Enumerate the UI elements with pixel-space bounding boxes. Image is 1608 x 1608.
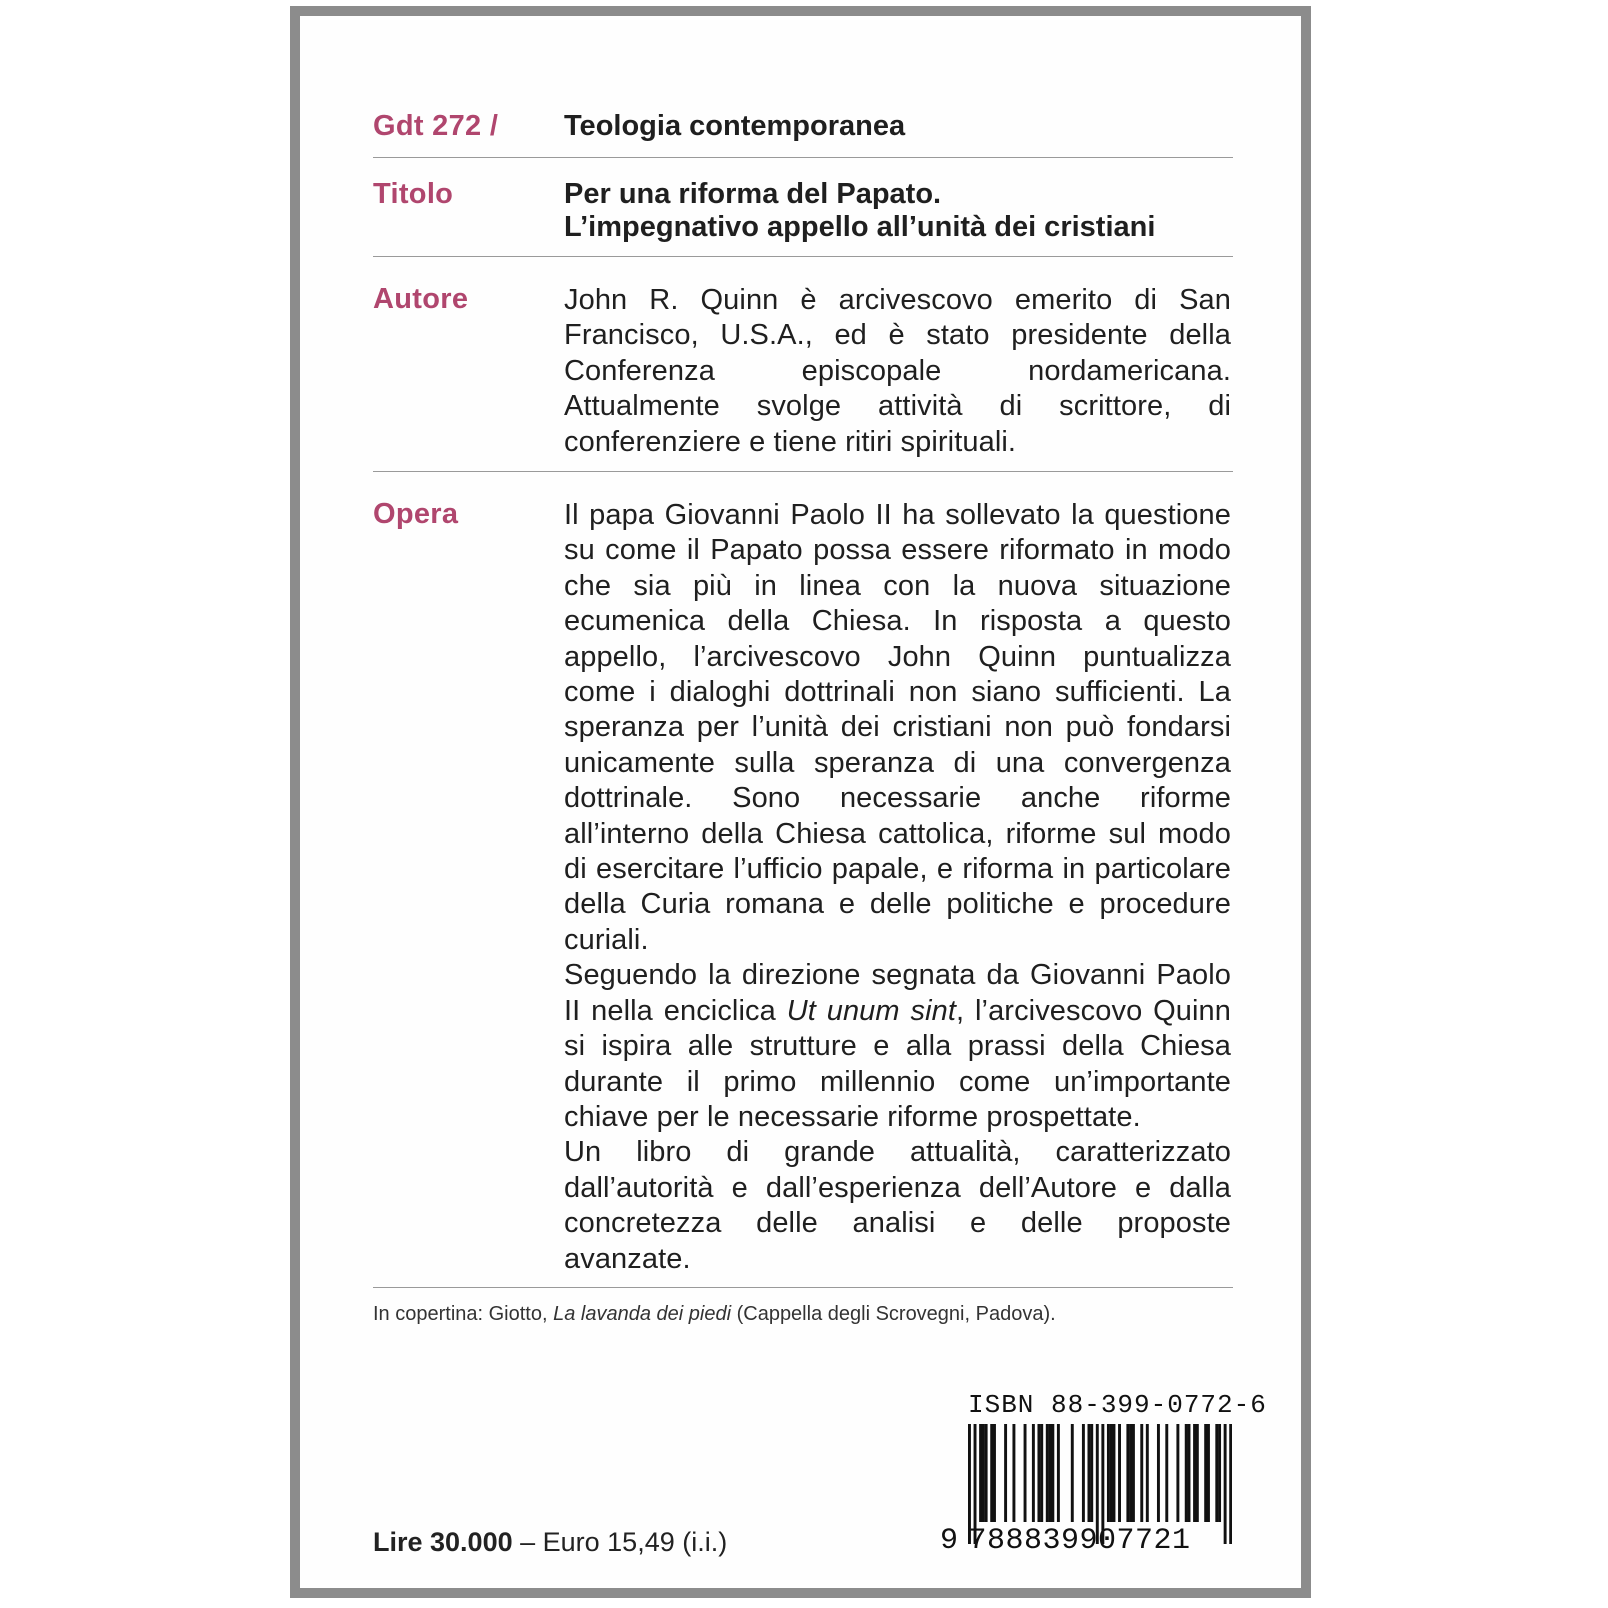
price <box>373 1527 727 1558</box>
barcode-bar <box>1032 1424 1035 1522</box>
ean-first-digit: 9 <box>940 1524 959 1558</box>
barcode-bar <box>1049 1424 1052 1522</box>
series-label: Gdt 272 / <box>373 110 499 142</box>
barcode-bar <box>1126 1424 1129 1522</box>
barcode-bar <box>993 1424 996 1522</box>
ean-right-group: 907721 <box>1079 1524 1191 1558</box>
barcode-bar <box>985 1424 988 1522</box>
work-paragraph-2-text: , l’arcivescovo Quinn si ispira alle strutture e alla prassi della Chiesa durante il primo millennio come un’importante chiave per le necessarie riforme prospettate. <box>564 994 1232 1133</box>
price-euro: – Euro 15,49 (i.i.) <box>512 1527 728 1557</box>
barcode-bar <box>1024 1424 1027 1522</box>
barcode-bar <box>1146 1424 1149 1522</box>
work-paragraph-2 <box>564 958 1231 1135</box>
price-lire: Lire 30.000 <box>373 1527 513 1557</box>
caption-text: (Cappella degli Scrovegni, Padova). <box>731 1303 1056 1325</box>
book-title-line-2: L’impegnativo appello all’unità dei cristiani <box>564 211 1156 243</box>
barcode-bar <box>1218 1424 1221 1522</box>
work-paragraph-2-text: Seguendo la direzione segnata da Giovanni Paolo II nella enciclica <box>564 959 1231 1027</box>
title-row <box>373 178 1233 248</box>
work-description <box>564 498 1231 1277</box>
title-label: Titolo <box>373 178 454 210</box>
caption-text: In copertina: Giotto, <box>373 1303 554 1325</box>
barcode-bar <box>1110 1424 1113 1522</box>
barcode-bar <box>1129 1424 1132 1522</box>
work-paragraph-1: Il papa Giovanni Paolo II ha sollevato la questione su come il Papato possa essere riformato in modo che sia più in linea con la nuova situazione ecumenica della Chiesa. In risposta a questo appello, l’arcivescovo John Quinn puntualizza come i dialoghi dottrinali non siano sufficienti. La speranza per l’unità dei cristiani non può fondarsi unicamente sulla speranza di una convergenza dottrinale. Sono necessarie anche riforme all’interno della Chiesa cattolica, riforme sul modo di esercitare l’ufficio papale, e riforma in particolare della Curia romana e delle politiche e procedure curiali. <box>564 499 1231 956</box>
barcode-bar <box>979 1424 982 1522</box>
barcode-bar <box>1012 1424 1015 1522</box>
barcode-bar <box>1188 1424 1191 1522</box>
barcode-bar <box>1215 1424 1218 1522</box>
barcode-bar <box>1107 1424 1110 1522</box>
barcode-bar <box>1037 1424 1040 1522</box>
barcode-bar <box>1157 1424 1160 1522</box>
cover-caption <box>373 1303 1056 1326</box>
barcode-bar <box>1040 1424 1043 1522</box>
work-label: Opera <box>373 498 459 530</box>
barcode-bar <box>1196 1424 1199 1522</box>
barcode-bar <box>1082 1424 1085 1522</box>
author-label: Autore <box>373 283 469 315</box>
barcode-bar <box>990 1424 993 1522</box>
barcode-bar <box>1193 1424 1196 1522</box>
barcode-bar <box>1071 1424 1074 1522</box>
divider <box>373 471 1233 472</box>
ean-digits <box>940 1524 1240 1558</box>
divider <box>373 157 1233 158</box>
barcode-bar <box>1090 1424 1093 1522</box>
barcode-bar <box>1004 1424 1007 1522</box>
divider <box>373 256 1233 257</box>
barcode-bar <box>1176 1424 1179 1522</box>
artwork-title: La lavanda dei piedi <box>553 1303 732 1325</box>
isbn-number: ISBN 88-399-0772-6 <box>968 1390 1267 1420</box>
barcode-bar <box>1118 1424 1121 1522</box>
book-title <box>564 178 1231 244</box>
barcode-bar <box>1204 1424 1207 1522</box>
barcode-bar <box>1087 1424 1090 1522</box>
encyclical-title: Ut unum sint <box>786 994 957 1027</box>
barcode-bar <box>1113 1424 1116 1522</box>
barcode-bar <box>1185 1424 1188 1522</box>
barcode-bar <box>1165 1424 1168 1522</box>
author-bio: John R. Quinn è arcivescovo emerito di San Francisco, U.S.A., ed è stato presidente della Conferenza episcopale nordamericana. Attualmente svolge attività di scrittore, di conferenziere e tiene ritiri spirituali. <box>564 284 1231 458</box>
barcode-bar <box>1207 1424 1210 1522</box>
ean-left-group: 788839 <box>968 1524 1080 1558</box>
work-paragraph-3: Un libro di grande attualità, caratterizzato dall’autorità e dall’esperienza dell’Autore e dalla concretezza delle analisi e delle proposte avanzate. <box>564 1136 1231 1275</box>
barcode-bar <box>1051 1424 1054 1522</box>
series-value: Teologia contemporanea <box>564 110 906 142</box>
author-row <box>373 283 1233 463</box>
barcode-bar <box>1140 1424 1143 1522</box>
book-title-line-1: Per una riforma del Papato. <box>564 178 942 210</box>
divider <box>373 1287 1233 1288</box>
work-row <box>373 498 1233 1278</box>
barcode-bar <box>1132 1424 1135 1522</box>
series-row <box>373 110 1233 150</box>
barcode-bar <box>1046 1424 1049 1522</box>
barcode-bar <box>982 1424 985 1522</box>
barcode-bar <box>1057 1424 1060 1522</box>
